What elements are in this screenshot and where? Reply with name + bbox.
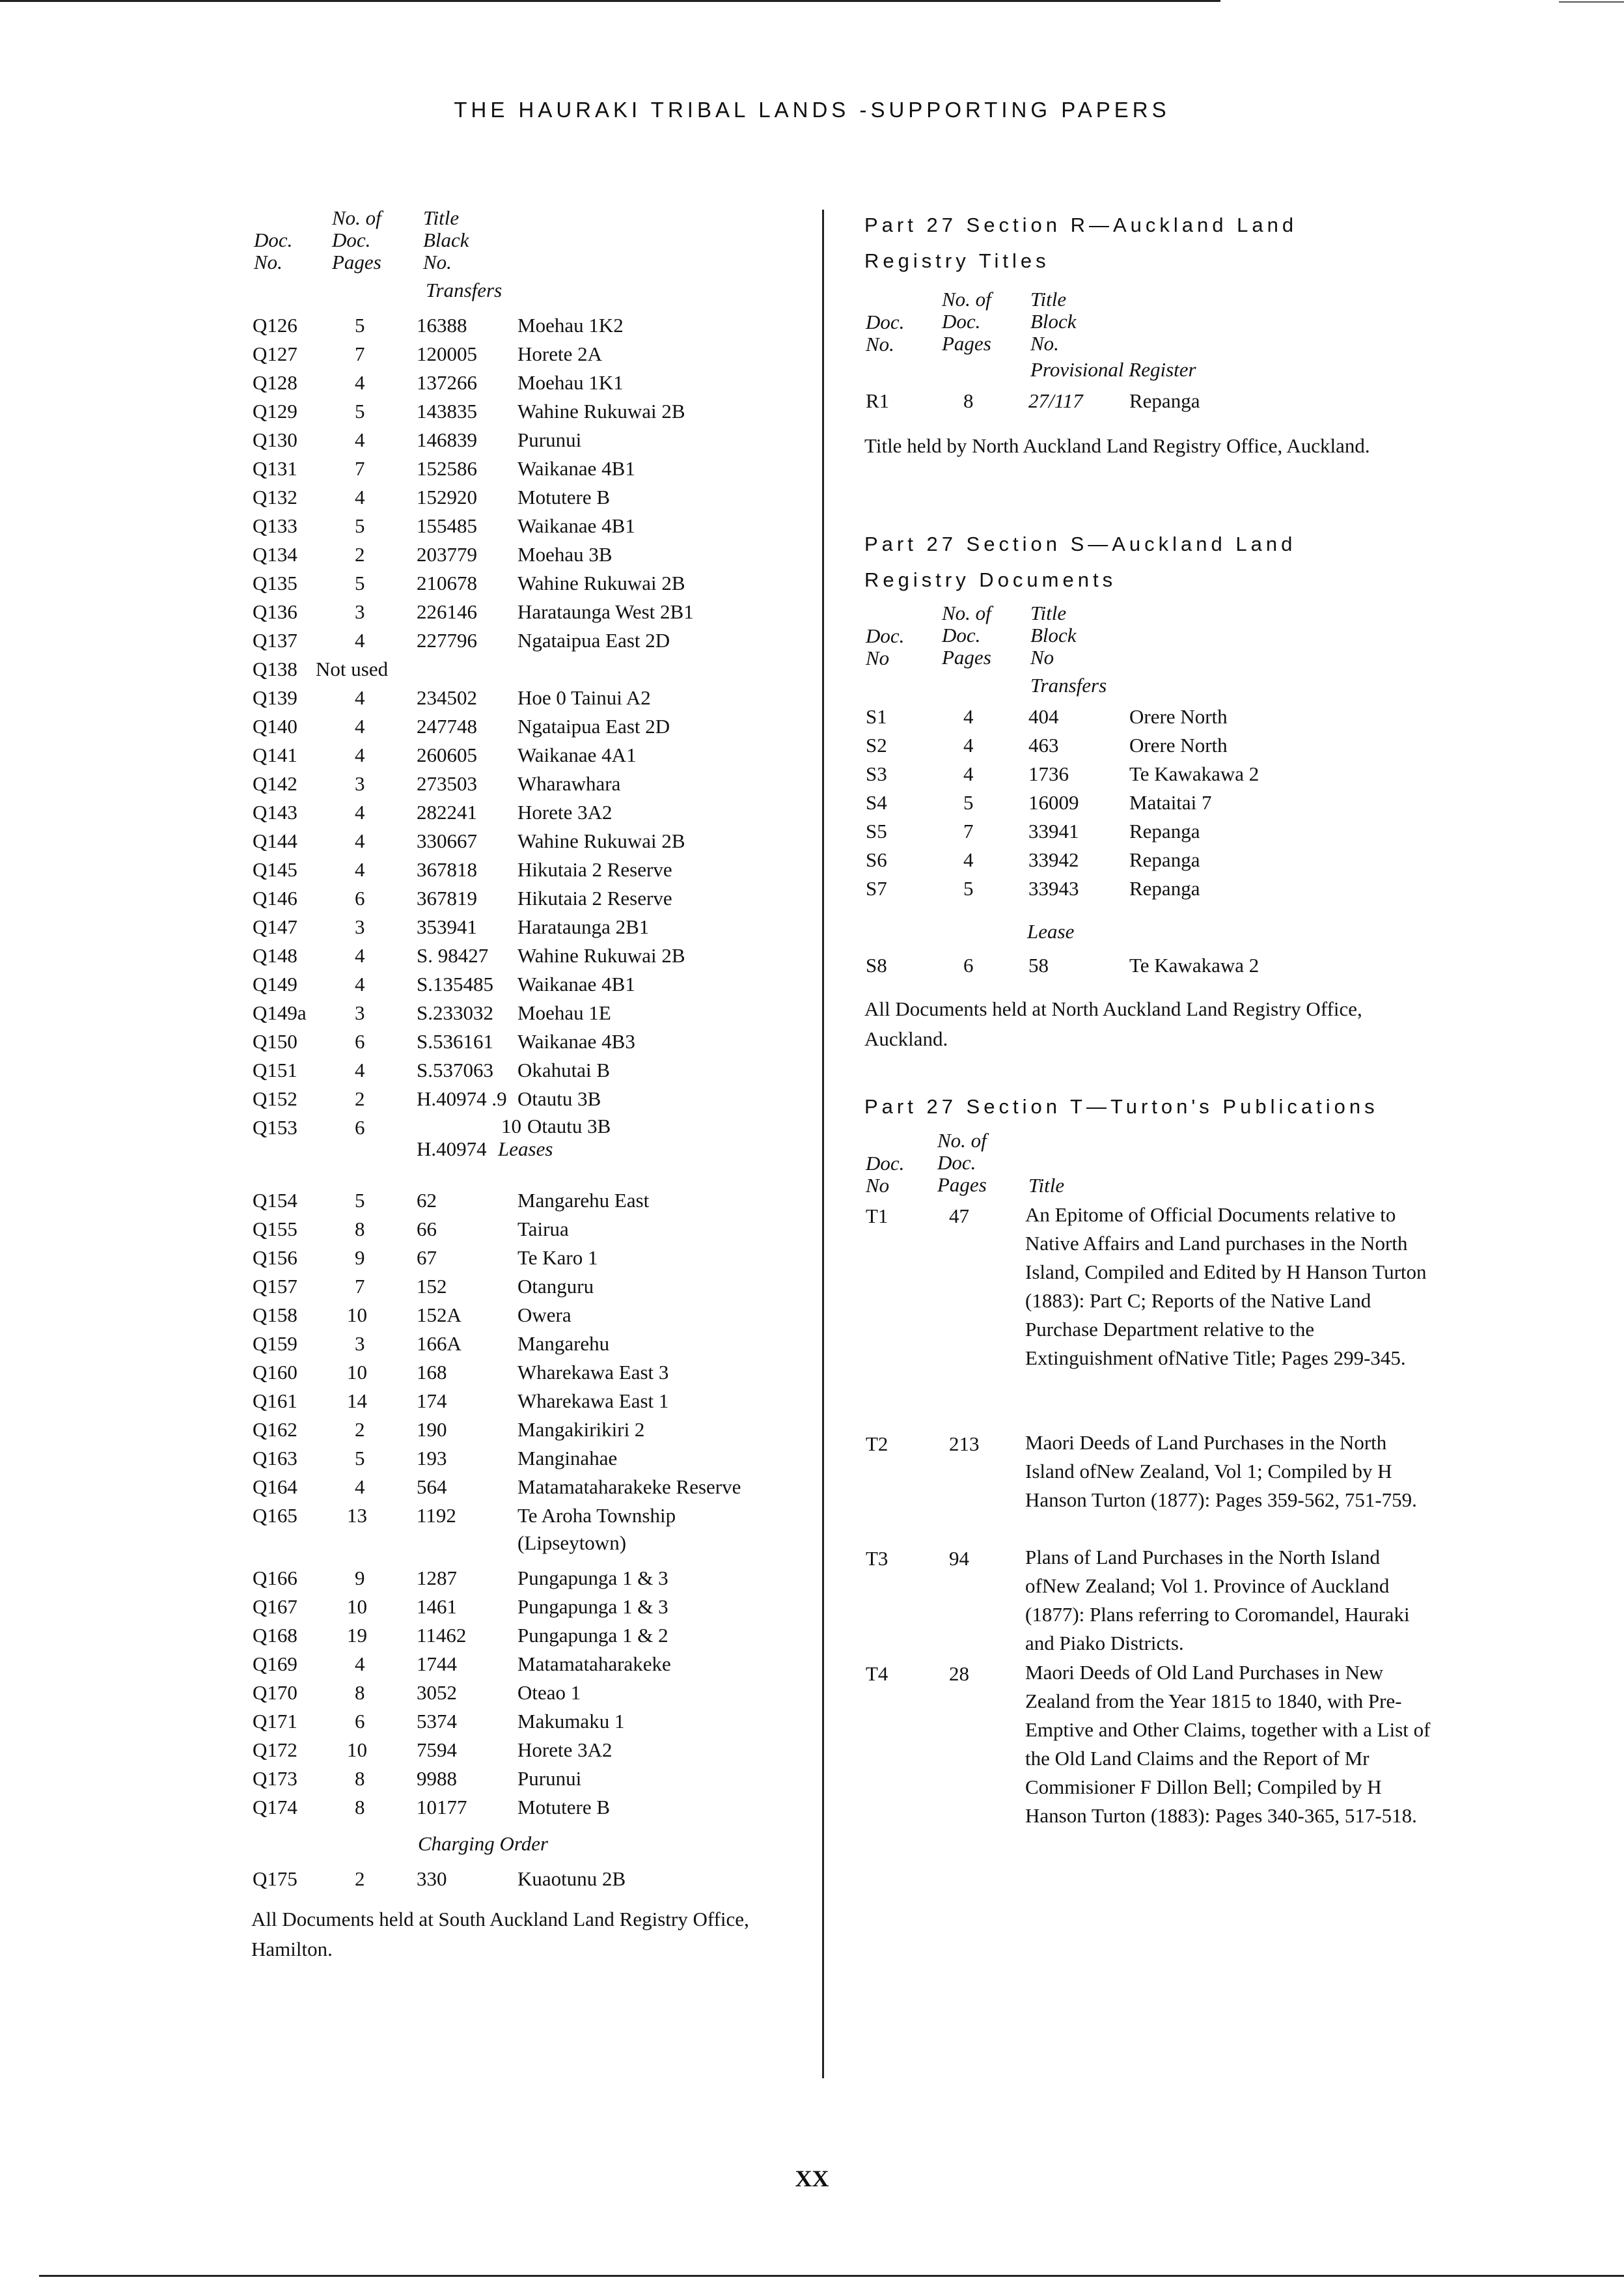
s-col-title-header: Title Block No bbox=[1030, 602, 1077, 669]
row-title-no: S. 98427 bbox=[417, 944, 489, 967]
r-row-doc-no: R1 bbox=[866, 389, 890, 412]
col-pages-header: No. of Doc. Pages bbox=[332, 206, 381, 273]
row-title-no: 234502 bbox=[417, 686, 477, 709]
row-doc-pages: 9 bbox=[355, 1567, 365, 1589]
row-doc-no: Q174 bbox=[253, 1796, 297, 1818]
s-row-doc-no: S1 bbox=[866, 705, 887, 728]
col-title-header: Title Black No. bbox=[423, 206, 469, 273]
row-doc-no: Q172 bbox=[253, 1738, 297, 1761]
s-row-title-name: Te Kawakawa 2 bbox=[1129, 954, 1259, 977]
row-doc-pages: 4 bbox=[355, 744, 365, 766]
row-title-name: Otautu 3B bbox=[527, 1115, 611, 1137]
t-row-doc-no: T3 bbox=[866, 1547, 888, 1570]
row-title-no: 367818 bbox=[417, 858, 477, 881]
page-header: THE HAURAKI TRIBAL LANDS -SUPPORTING PAPERS bbox=[454, 98, 1170, 122]
r-row-title-no: 27/117 bbox=[1028, 389, 1083, 412]
row-doc-no: Q155 bbox=[253, 1218, 297, 1240]
row-doc-pages: 5 bbox=[355, 400, 365, 423]
not-used-text: Not used bbox=[316, 658, 389, 680]
row-title-name: Motutere B bbox=[517, 486, 611, 508]
row-title-name: Okahutai B bbox=[517, 1059, 611, 1081]
row-doc-no: Q158 bbox=[253, 1303, 297, 1326]
row-title-name: Makumaku 1 bbox=[517, 1710, 625, 1733]
row-title-name: Ngataipua East 2D bbox=[517, 629, 670, 652]
row-doc-no: Q141 bbox=[253, 744, 297, 766]
t-row-doc-no: T2 bbox=[866, 1432, 888, 1455]
row-doc-no: Q154 bbox=[253, 1189, 297, 1212]
row-title-name: Motutere B bbox=[517, 1796, 611, 1818]
row-title-no: S.233032 bbox=[417, 1001, 493, 1024]
row-title-no: 203779 bbox=[417, 543, 477, 566]
row-title-name: Pungapunga 1 & 3 bbox=[517, 1567, 668, 1589]
row-title-no-2: H.40974 bbox=[417, 1137, 487, 1160]
row-doc-no: Q140 bbox=[253, 715, 297, 738]
row-title-no: 330 bbox=[417, 1867, 447, 1890]
provisional-register-label: Provisional Register bbox=[1030, 358, 1196, 381]
row-title-no: 7594 bbox=[417, 1738, 457, 1761]
row-doc-pages: 10 bbox=[347, 1595, 367, 1618]
row-title-name: Waikanae 4A1 bbox=[517, 744, 637, 766]
row-title-no: 226146 bbox=[417, 600, 477, 623]
t-row-title-text: Maori Deeds of Old Land Purchases in New Zealand from the Year 1815 to 1840, with Pre-Emptive and Other Claims, together with a List of the Old Land Claims and the Report of Mr Commisioner F Dillon Bell; Compiled by H Hanson Turton (1883): Pages 340-365, 517-518. bbox=[1025, 1661, 1431, 1827]
row-title-name: Ngataipua East 2D bbox=[517, 715, 670, 738]
row-doc-no: Q136 bbox=[253, 600, 297, 623]
row-doc-pages: 4 bbox=[355, 944, 365, 967]
row-title-name: Waikanae 4B3 bbox=[517, 1030, 635, 1053]
s-row-title-no: 33942 bbox=[1028, 848, 1079, 871]
row-doc-pages: 2 bbox=[355, 543, 365, 566]
row-doc-no: Q147 bbox=[253, 915, 297, 938]
row-title-no: 143835 bbox=[417, 400, 477, 423]
s-row-title-no: 58 bbox=[1028, 954, 1049, 977]
row-doc-no: Q133 bbox=[253, 514, 297, 537]
row-title-name: Harataunga West 2B1 bbox=[517, 600, 694, 623]
row-title-name: Wharekawa East 3 bbox=[517, 1361, 669, 1384]
row-doc-no: Q148 bbox=[253, 944, 297, 967]
row-title-no: S.537063 bbox=[417, 1059, 493, 1081]
row-doc-pages: 3 bbox=[355, 915, 365, 938]
t-row-pages: 28 bbox=[949, 1662, 969, 1685]
row-title-no: 166A bbox=[417, 1332, 461, 1355]
row-title-no: 210678 bbox=[417, 572, 477, 594]
row-doc-no: Q167 bbox=[253, 1595, 297, 1618]
s-row-title-no: 463 bbox=[1028, 734, 1059, 757]
s-row-title-no: 1736 bbox=[1028, 762, 1069, 785]
row-doc-pages: 4 bbox=[355, 629, 365, 652]
row-doc-no: Q162 bbox=[253, 1418, 297, 1441]
s-row-pages: 4 bbox=[963, 705, 974, 728]
row-doc-no: Q145 bbox=[253, 858, 297, 881]
row-title-no: 152 bbox=[417, 1275, 447, 1298]
row-doc-pages: 4 bbox=[355, 1059, 365, 1081]
row-doc-pages: 4 bbox=[355, 428, 365, 451]
row-doc-no: Q143 bbox=[253, 801, 297, 824]
row-doc-no: Q138 bbox=[253, 658, 297, 680]
r-col-doc-header: Doc. No. bbox=[866, 311, 905, 355]
row-title-name: Wahine Rukuwai 2B bbox=[517, 829, 685, 852]
s-row-pages: 4 bbox=[963, 848, 974, 871]
row-doc-pages: 3 bbox=[355, 1332, 365, 1355]
row-title-no: 152920 bbox=[417, 486, 477, 508]
row-title-name: Owera bbox=[517, 1303, 571, 1326]
row-title-name: Kuaotunu 2B bbox=[517, 1867, 626, 1890]
row-doc-pages: 10 bbox=[347, 1303, 367, 1326]
row-title-name: Waikanae 4B1 bbox=[517, 514, 635, 537]
row-doc-pages: 4 bbox=[355, 801, 365, 824]
row-doc-pages: 3 bbox=[355, 772, 365, 795]
transfers-label: Transfers bbox=[426, 279, 502, 301]
row-doc-no: Q132 bbox=[253, 486, 297, 508]
row-doc-no: Q170 bbox=[253, 1681, 297, 1704]
row-title-no: 152586 bbox=[417, 457, 477, 480]
row-doc-pages: 19 bbox=[347, 1624, 367, 1647]
section-s-heading: Part 27 Section S—Auckland Land bbox=[864, 533, 1297, 555]
column-divider bbox=[822, 210, 824, 2078]
row-title-no: S.536161 bbox=[417, 1030, 493, 1053]
s-row-doc-no: S8 bbox=[866, 954, 887, 977]
s-row-pages: 5 bbox=[963, 877, 974, 900]
row-doc-pages: 4 bbox=[355, 858, 365, 881]
row-doc-pages: 8 bbox=[355, 1681, 365, 1704]
row-title-no: 120005 bbox=[417, 342, 477, 365]
row-doc-no: Q149 bbox=[253, 973, 297, 996]
row-title-name: Otanguru bbox=[517, 1275, 594, 1298]
row-title-name: Purunui bbox=[517, 428, 582, 451]
row-doc-pages: 13 bbox=[347, 1504, 367, 1527]
row-doc-pages: 4 bbox=[355, 829, 365, 852]
s-row-pages: 4 bbox=[963, 734, 974, 757]
row-doc-pages: 8 bbox=[355, 1767, 365, 1790]
row-title-no: 260605 bbox=[417, 744, 477, 766]
row-doc-no: Q160 bbox=[253, 1361, 297, 1384]
t-col-doc-header: Doc. No bbox=[866, 1152, 905, 1197]
row-doc-no: Q142 bbox=[253, 772, 297, 795]
row-title-name: Mangarehu bbox=[517, 1332, 610, 1355]
row-title-name: Te Aroha Township bbox=[517, 1504, 676, 1527]
row-doc-no: Q164 bbox=[253, 1475, 297, 1498]
s-row-doc-no: S2 bbox=[866, 734, 887, 757]
row-doc-no: Q126 bbox=[253, 314, 297, 337]
row-title-name: Wahine Rukuwai 2B bbox=[517, 944, 685, 967]
row-title-name: Manginahae bbox=[517, 1447, 618, 1469]
top-rule bbox=[0, 0, 1220, 2]
row-title-no: 282241 bbox=[417, 801, 477, 824]
row-doc-pages: 8 bbox=[355, 1218, 365, 1240]
row-title-name: Mangakirikiri 2 bbox=[517, 1418, 645, 1441]
row-doc-pages: 3 bbox=[355, 1001, 365, 1024]
left-footer-note: All Documents held at South Auckland Land Registry Office, Hamilton. bbox=[251, 1908, 749, 1960]
row-title-no: 9988 bbox=[417, 1767, 457, 1790]
top-rule-right bbox=[1559, 1, 1624, 3]
row-title-no: 174 bbox=[417, 1389, 447, 1412]
t-row-title-text: An Epitome of Official Documents relative to Native Affairs and Land purchases in the North Island, Compiled and Edited by H Hanson Turton (1883): Part C; Reports of the Native Land Purchase Department relative to the Extinguishment ofNative Title; Pages 299-345. bbox=[1025, 1203, 1427, 1369]
s-row-title-name: Orere North bbox=[1129, 734, 1228, 757]
row-doc-pages: 4 bbox=[355, 973, 365, 996]
row-title-no: 152A bbox=[417, 1303, 461, 1326]
row-title-no: 190 bbox=[417, 1418, 447, 1441]
row-doc-pages: 10 bbox=[347, 1738, 367, 1761]
row-doc-pages: 14 bbox=[347, 1389, 367, 1412]
row-doc-pages: 4 bbox=[355, 486, 365, 508]
row-doc-pages: 9 bbox=[355, 1246, 365, 1269]
row-title-name: Horete 2A bbox=[517, 342, 602, 365]
row-doc-no: Q159 bbox=[253, 1332, 297, 1355]
row-title-no: 62 bbox=[417, 1189, 437, 1212]
row-title-no: 66 bbox=[417, 1218, 437, 1240]
s-row-doc-no: S4 bbox=[866, 791, 887, 814]
row-title-no: 273503 bbox=[417, 772, 477, 795]
s-row-title-name: Mataitai 7 bbox=[1129, 791, 1212, 814]
s-row-doc-no: S3 bbox=[866, 762, 887, 785]
row-doc-pages: 7 bbox=[355, 342, 365, 365]
row-doc-pages: 4 bbox=[355, 1475, 365, 1498]
row-title-name: Hikutaia 2 Reserve bbox=[517, 858, 672, 881]
r-col-title-header: Title Block No. bbox=[1030, 288, 1077, 355]
t-row-doc-no: T1 bbox=[866, 1205, 888, 1227]
row-doc-no: Q135 bbox=[253, 572, 297, 594]
row-doc-no: Q146 bbox=[253, 887, 297, 910]
leases-label: Leases bbox=[498, 1137, 553, 1160]
row-doc-pages: 6 bbox=[355, 1710, 365, 1733]
row-doc-no: Q168 bbox=[253, 1624, 297, 1647]
row-title-no: 1744 bbox=[417, 1652, 457, 1675]
row-doc-no: Q128 bbox=[253, 371, 297, 394]
s-note: All Documents held at North Auckland Land Registry Office, Auckland. bbox=[864, 997, 1362, 1050]
s-row-pages: 5 bbox=[963, 791, 974, 814]
s-row-doc-no: S5 bbox=[866, 820, 887, 843]
row-title-no: 353941 bbox=[417, 915, 477, 938]
r-col-pages-header: No. of Doc. Pages bbox=[942, 288, 991, 355]
row-doc-no: Q166 bbox=[253, 1567, 297, 1589]
row-doc-no: Q153 bbox=[253, 1116, 297, 1139]
page-number: XX bbox=[795, 2166, 829, 2192]
row-title-no: S.135485 bbox=[417, 973, 493, 996]
row-title-no: 1287 bbox=[417, 1567, 457, 1589]
section-s-heading-2: Registry Documents bbox=[864, 568, 1117, 591]
row-doc-pages: 5 bbox=[355, 1447, 365, 1469]
s-lease-label: Lease bbox=[1027, 920, 1075, 943]
row-title-name: Hikutaia 2 Reserve bbox=[517, 887, 672, 910]
row-doc-pages: 8 bbox=[355, 1796, 365, 1818]
row-title-no: H.40974 .9 bbox=[417, 1087, 507, 1110]
s-row-pages: 7 bbox=[963, 820, 974, 843]
row-title-no: 3052 bbox=[417, 1681, 457, 1704]
row-doc-pages: 2 bbox=[355, 1867, 365, 1890]
row-title-name: Otautu 3B bbox=[517, 1087, 601, 1110]
row-doc-no: Q139 bbox=[253, 686, 297, 709]
row-doc-pages: 6 bbox=[355, 1030, 365, 1053]
row-doc-no: Q130 bbox=[253, 428, 297, 451]
r-row-title-name: Repanga bbox=[1129, 389, 1200, 412]
row-title-name: Pungapunga 1 & 2 bbox=[517, 1624, 668, 1647]
row-title-name: Harataunga 2B1 bbox=[517, 915, 650, 938]
row-title-no: 11462 bbox=[417, 1624, 467, 1647]
row-title-no: 193 bbox=[417, 1447, 447, 1469]
row-title-name: Moehau 1E bbox=[517, 1001, 611, 1024]
row-title-no: 367819 bbox=[417, 887, 477, 910]
section-t-heading: Part 27 Section T—Turton's Publications bbox=[864, 1095, 1379, 1118]
row-title-name: Matamataharakeke bbox=[517, 1652, 671, 1675]
row-doc-no: Q173 bbox=[253, 1767, 297, 1790]
row-title-name: Tairua bbox=[517, 1218, 569, 1240]
s-row-title-name: Repanga bbox=[1129, 877, 1200, 900]
s-row-pages: 6 bbox=[963, 954, 974, 977]
row-doc-no: Q156 bbox=[253, 1246, 297, 1269]
row-title-no: 1461 bbox=[417, 1595, 457, 1618]
row-doc-pages: 4 bbox=[355, 1652, 365, 1675]
t-row-pages: 47 bbox=[949, 1205, 969, 1227]
row-doc-no: Q144 bbox=[253, 829, 297, 852]
row-title-no: 168 bbox=[417, 1361, 447, 1384]
row-doc-pages: 7 bbox=[355, 457, 365, 480]
s-row-title-no: 404 bbox=[1028, 705, 1059, 728]
row-doc-pages: 4 bbox=[355, 371, 365, 394]
row-title-name: Waikanae 4B1 bbox=[517, 973, 635, 996]
row-doc-no: Q151 bbox=[253, 1059, 297, 1081]
col-doc-header: Doc. No. bbox=[254, 229, 293, 273]
row-title-no: 1192 bbox=[417, 1504, 456, 1527]
t-row-pages: 213 bbox=[949, 1432, 980, 1455]
row-doc-pages: 6 bbox=[355, 1116, 365, 1139]
row-title-no: 564 bbox=[417, 1475, 447, 1498]
row-title-no: 137266 bbox=[417, 371, 477, 394]
row-title-name: Matamataharakeke Reserve bbox=[517, 1475, 741, 1498]
row-doc-pages: 4 bbox=[355, 686, 365, 709]
s-row-title-name: Repanga bbox=[1129, 820, 1200, 843]
row-doc-no: Q157 bbox=[253, 1275, 297, 1298]
row-title-no: 10177 bbox=[417, 1796, 467, 1818]
section-r-heading: Part 27 Section R—Auckland Land bbox=[864, 214, 1298, 236]
row-doc-pages: 3 bbox=[355, 600, 365, 623]
row-title-name: Wharekawa East 1 bbox=[517, 1389, 669, 1412]
row-doc-no: Q131 bbox=[253, 457, 297, 480]
row-doc-no: Q149a bbox=[253, 1001, 307, 1024]
s-col-doc-header: Doc. No bbox=[866, 624, 905, 669]
bottom-rule bbox=[39, 2275, 1624, 2277]
row-doc-no: Q129 bbox=[253, 400, 297, 423]
s-row-title-no: 16009 bbox=[1028, 791, 1079, 814]
row-title-name: Horete 3A2 bbox=[517, 801, 612, 824]
s-row-title-no: 33943 bbox=[1028, 877, 1079, 900]
row-doc-pages: 7 bbox=[355, 1275, 365, 1298]
s-row-doc-no: S7 bbox=[866, 877, 887, 900]
s-row-title-name: Orere North bbox=[1129, 705, 1228, 728]
row-doc-no: Q175 bbox=[253, 1867, 297, 1890]
t-row-pages: 94 bbox=[949, 1547, 969, 1570]
row-title-name: Moehau 1K1 bbox=[517, 371, 624, 394]
row-doc-pages: 5 bbox=[355, 1189, 365, 1212]
row-title-name: Moehau 1K2 bbox=[517, 314, 624, 337]
row-title-name-cont: (Lipseytown) bbox=[517, 1531, 627, 1554]
row-title-name: Moehau 3B bbox=[517, 543, 612, 566]
s-row-doc-no: S6 bbox=[866, 848, 887, 871]
s-row-title-no: 33941 bbox=[1028, 820, 1079, 843]
r-note: Title held by North Auckland Land Registry Office, Auckland. bbox=[864, 434, 1370, 457]
row-title-name: Hoe 0 Tainui A2 bbox=[517, 686, 651, 709]
t-row-title-text: Maori Deeds of Land Purchases in the North Island ofNew Zealand, Vol 1; Compiled by H Hanson Turton (1877): Pages 359-562, 751-759. bbox=[1025, 1431, 1417, 1511]
row-title-no: 5374 bbox=[417, 1710, 457, 1733]
row-title-no: 67 bbox=[417, 1246, 437, 1269]
row-doc-no: Q165 bbox=[253, 1504, 297, 1527]
row-doc-no: Q161 bbox=[253, 1389, 297, 1412]
row-doc-no: Q134 bbox=[253, 543, 297, 566]
row-title-name: Waikanae 4B1 bbox=[517, 457, 635, 480]
s-row-title-name: Te Kawakawa 2 bbox=[1129, 762, 1259, 785]
row-doc-pages: 5 bbox=[355, 514, 365, 537]
s-row-pages: 4 bbox=[963, 762, 974, 785]
row-doc-pages: 4 bbox=[355, 715, 365, 738]
row-title-name: Horete 3A2 bbox=[517, 1738, 612, 1761]
row-doc-pages: 5 bbox=[355, 314, 365, 337]
row-doc-no: Q150 bbox=[253, 1030, 297, 1053]
s-col-pages-header: No. of Doc. Pages bbox=[942, 602, 991, 669]
row-doc-pages: 6 bbox=[355, 887, 365, 910]
row-doc-pages: 10 bbox=[347, 1361, 367, 1384]
row-title-name: Wahine Rukuwai 2B bbox=[517, 400, 685, 423]
section-r-heading-2: Registry Titles bbox=[864, 249, 1050, 272]
row-doc-no: Q163 bbox=[253, 1447, 297, 1469]
row-doc-no: Q169 bbox=[253, 1652, 297, 1675]
row-title-name: Pungapunga 1 & 3 bbox=[517, 1595, 668, 1618]
row-title-no: 146839 bbox=[417, 428, 477, 451]
r-row-pages: 8 bbox=[963, 389, 974, 412]
row-title-no: 330667 bbox=[417, 829, 477, 852]
row-title-no: 247748 bbox=[417, 715, 477, 738]
s-row-title-name: Repanga bbox=[1129, 848, 1200, 871]
t-col-title-header: Title bbox=[1028, 1174, 1065, 1197]
t-row-title-text: Plans of Land Purchases in the North Island ofNew Zealand; Vol 1. Province of Auckland (1877): Plans referring to Coromandel, Hauraki and Piako Districts. bbox=[1025, 1546, 1410, 1654]
row-doc-pages: 2 bbox=[355, 1087, 365, 1110]
row-title-name: Mangarehu East bbox=[517, 1189, 650, 1212]
row-doc-pages: 2 bbox=[355, 1418, 365, 1441]
t-row-doc-no: T4 bbox=[866, 1662, 888, 1685]
row-doc-no: Q152 bbox=[253, 1087, 297, 1110]
row-title-name: Oteao 1 bbox=[517, 1681, 581, 1704]
t-col-pages-header: No. of Doc. Pages bbox=[937, 1129, 987, 1196]
row-title-no: 16388 bbox=[417, 314, 467, 337]
charging-order-label: Charging Order bbox=[418, 1832, 549, 1855]
row-title-name: Wharawhara bbox=[517, 772, 621, 795]
row-doc-pages: 5 bbox=[355, 572, 365, 594]
row-title-name: Wahine Rukuwai 2B bbox=[517, 572, 685, 594]
row-title-no: 227796 bbox=[417, 629, 477, 652]
row-title-name: Purunui bbox=[517, 1767, 582, 1790]
row-doc-no: Q137 bbox=[253, 629, 297, 652]
row-doc-no: Q127 bbox=[253, 342, 297, 365]
row-title-no: 155485 bbox=[417, 514, 477, 537]
row-doc-no: Q171 bbox=[253, 1710, 297, 1733]
row-title-no: 10 bbox=[501, 1115, 521, 1137]
s-transfers-label: Transfers bbox=[1030, 674, 1107, 697]
row-title-name: Te Karo 1 bbox=[517, 1246, 598, 1269]
